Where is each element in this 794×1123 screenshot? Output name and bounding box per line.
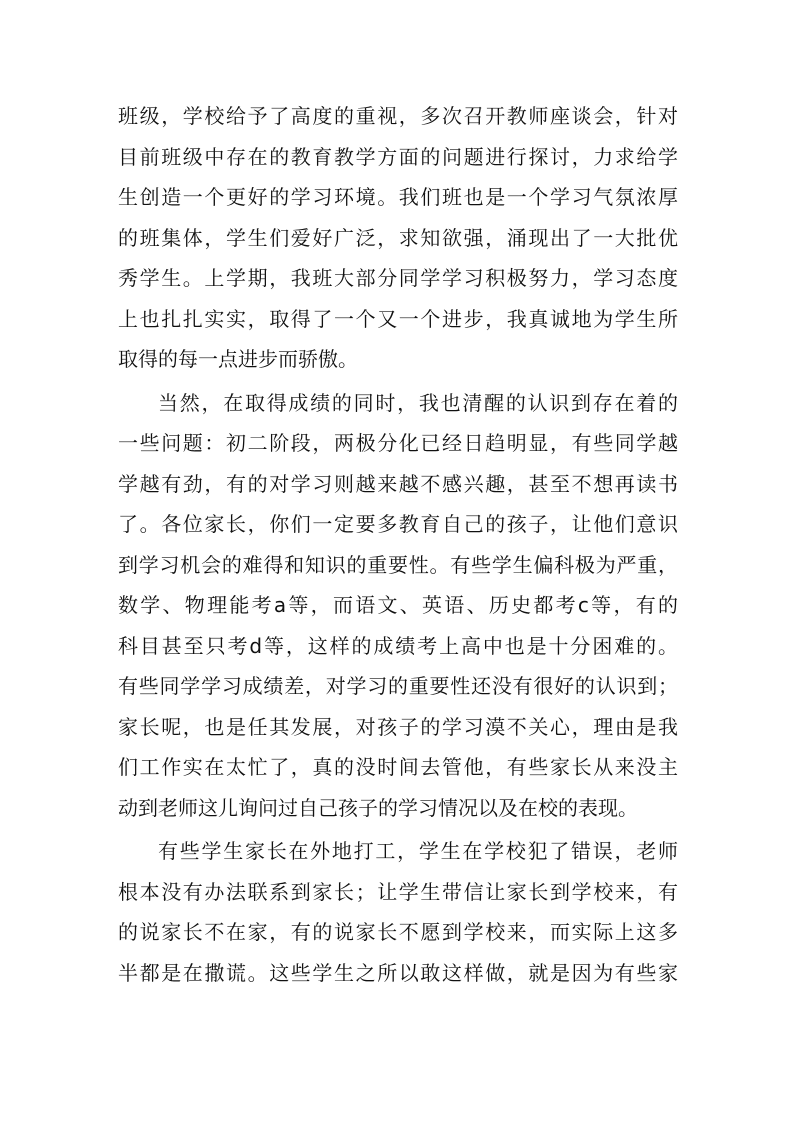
text-line: 的班集体，学生们爱好广泛，求知欲强，涌现出了一大批优 (118, 225, 678, 250)
text-line: 目前班级中存在的教育教学方面的问题进行探讨，力求给学 (118, 144, 678, 169)
text-line: 当然，在取得成绩的同时，我也清醒的认识到存在着的 (158, 390, 678, 415)
text-line: 的说家长不在家，有的说家长不愿到学校来，而实际上这多 (118, 920, 678, 944)
text-line: 学越有劲，有的对学习则越来越不感兴趣，甚至不想再读书 (118, 471, 678, 496)
document-body (118, 96, 678, 993)
text-line: 根本没有办法联系到家长；让学生带信让家长到学校来，有 (118, 879, 678, 904)
text-line: 班级，学校给予了高度的重视，多次召开教师座谈会，针对 (118, 104, 678, 128)
text-line: 上也扎扎实实，取得了一个又一个进步，我真诚地为学生所 (118, 306, 678, 331)
text-line: 生创造一个更好的学习环境。我们班也是一个学习气氛浓厚 (118, 185, 678, 209)
paragraph-3 (118, 831, 678, 993)
paragraph-1 (118, 96, 678, 380)
text-line: 秀学生。上学期，我班大部分同学学习积极努力，学习态度 (118, 266, 678, 290)
paragraph-2 (118, 383, 678, 829)
text-line: 有些学生家长在外地打工，学生在学校犯了错误，老师 (158, 839, 678, 863)
text-line: 一些问题：初二阶段，两极分化已经日趋明显，有些同学越 (118, 431, 678, 455)
text-line: 们工作实在太忙了，真的没时间去管他，有些家长从来没主 (118, 755, 678, 779)
text-line: 动到老师这儿询问过自己孩子的学习情况以及在校的表现。 (118, 795, 638, 820)
text-line: 了。各位家长，你们一定要多教育自己的孩子，让他们意识 (118, 512, 678, 536)
text-line: 半都是在撒谎。这些学生之所以敢这样做，就是因为有些家 (118, 960, 678, 985)
text-line: 科目甚至只考d等，这样的成绩考上高中也是十分困难的。 (118, 633, 678, 658)
text-line: 家长呢，也是任其发展，对孩子的学习漠不关心，理由是我 (118, 714, 678, 739)
text-line: 取得的每一点进步而骄傲。 (118, 347, 358, 371)
text-line: 数学、物理能考a等，而语文、英语、历史都考c等，有的 (118, 593, 678, 617)
text-line: 有些同学学习成绩差，对学习的重要性还没有很好的认识到； (118, 674, 678, 698)
text-line: 到学习机会的难得和知识的重要性。有些学生偏科极为严重， (118, 552, 678, 577)
